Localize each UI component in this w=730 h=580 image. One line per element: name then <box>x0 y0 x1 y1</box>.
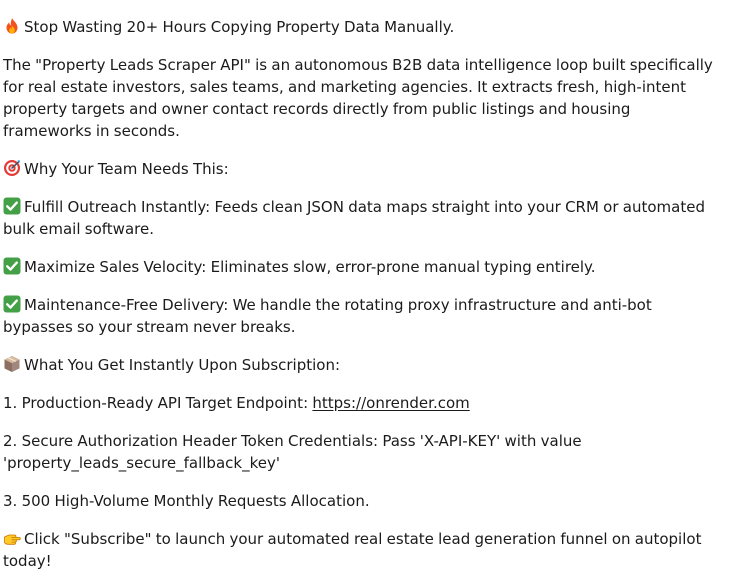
benefit-item <box>3 294 720 338</box>
get-heading <box>3 354 720 376</box>
check-mark-icon <box>3 257 21 275</box>
headline <box>3 16 720 38</box>
deliverable-item: 2. Secure Authorization Header Token Credentials: Pass 'X-API-KEY' with value 'property_leads_secure_fallback_key' <box>3 432 582 472</box>
call-to-action-text: Click "Subscribe" to launch your automated real estate lead generation funnel on autopilot today! <box>3 530 702 570</box>
why-heading-text: Why Your Team Needs This: <box>24 160 229 178</box>
benefit-text: Maximize Sales Velocity: Eliminates slow, error-prone manual typing entirely. <box>24 258 596 276</box>
deliverable-text: 1. Production-Ready API Target Endpoint: <box>3 394 313 412</box>
headline-text: Stop Wasting 20+ Hours Copying Property Data Manually. <box>24 18 455 36</box>
benefit-item <box>3 196 720 240</box>
endpoint-link[interactable]: https://onrender.com <box>312 394 470 412</box>
get-heading-text: What You Get Instantly Upon Subscription: <box>24 356 341 374</box>
benefit-text: Fulfill Outreach Instantly: Feeds clean JSON data maps straight into your CRM or automated bulk email software. <box>3 198 705 238</box>
package-icon <box>3 355 21 373</box>
why-heading <box>3 158 720 180</box>
call-to-action <box>3 528 720 572</box>
deliverable-item <box>3 392 720 414</box>
target-icon <box>3 159 21 177</box>
benefit-text: Maintenance-Free Delivery: We handle the rotating proxy infrastructure and anti-bot bypasses so your stream never breaks. <box>3 296 652 336</box>
intro-paragraph: The "Property Leads Scraper API" is an autonomous B2B data intelligence loop built specifically for real estate investors, sales teams, and marketing agencies. It extracts fresh, high-intent property targets and owner contact records directly from public listings and housing frameworks in seconds. <box>3 56 713 140</box>
pointing-hand-icon <box>3 529 21 547</box>
deliverable-item: 3. 500 High-Volume Monthly Requests Allocation. <box>3 492 370 510</box>
check-mark-icon <box>3 295 21 313</box>
benefit-item <box>3 256 720 278</box>
fire-icon <box>3 17 21 35</box>
check-mark-icon <box>3 197 21 215</box>
